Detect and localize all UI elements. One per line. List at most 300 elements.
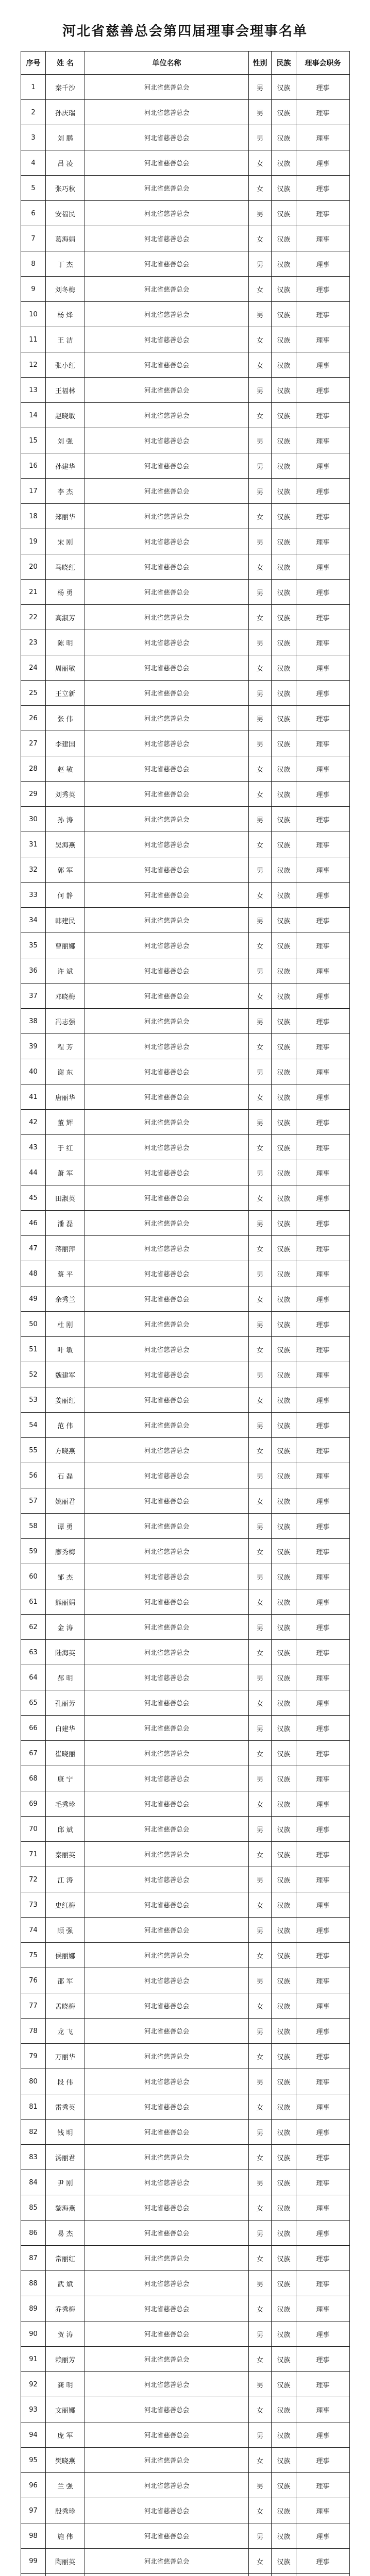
cell-unit: 河北省慈善总会 <box>85 2120 249 2145</box>
cell-index: 29 <box>21 782 46 807</box>
cell-unit: 河北省慈善总会 <box>85 655 249 681</box>
cell-index: 2 <box>21 100 46 125</box>
cell-ethnicity: 汉族 <box>272 1716 296 1741</box>
cell-name: 熊丽娟 <box>46 1589 85 1615</box>
table-row <box>21 807 350 832</box>
table-row <box>21 2498 350 2523</box>
cell-index: 83 <box>21 2145 46 2170</box>
table-row <box>21 2397 350 2422</box>
cell-ethnicity: 汉族 <box>272 2221 296 2246</box>
cell-position: 理事 <box>296 75 350 100</box>
cell-name: 殷秀珍 <box>46 2498 85 2523</box>
cell-unit: 河北省慈善总会 <box>85 933 249 958</box>
cell-position: 理事 <box>296 2523 350 2549</box>
cell-index <box>21 2574 46 2576</box>
cell-index: 78 <box>21 2019 46 2044</box>
cell-unit: 河北省慈善总会 <box>85 782 249 807</box>
cell-unit: 河北省慈善总会 <box>85 958 249 984</box>
cell-ethnicity: 汉族 <box>272 2448 296 2473</box>
cell-unit: 河北省慈善总会 <box>85 1387 249 1413</box>
cell-position: 理事 <box>296 150 350 176</box>
cell-position: 理事 <box>296 1413 350 1438</box>
cell-name: 吴海燕 <box>46 832 85 857</box>
cell-unit: 河北省慈善总会 <box>85 554 249 580</box>
cell-position: 理事 <box>296 1135 350 1160</box>
cell-ethnicity: 汉族 <box>272 605 296 630</box>
cell-unit: 河北省慈善总会 <box>85 605 249 630</box>
cell-ethnicity: 汉族 <box>272 857 296 883</box>
table-row <box>21 2044 350 2069</box>
cell-unit: 河北省慈善总会 <box>85 403 249 428</box>
cell-name: 陆海英 <box>46 1640 85 1665</box>
cell-ethnicity: 汉族 <box>272 1185 296 1211</box>
cell-name: 龚 明 <box>46 2372 85 2397</box>
cell-unit: 河北省慈善总会 <box>85 1968 249 1993</box>
cell-unit: 河北省慈善总会 <box>85 2498 249 2523</box>
table-row <box>21 1791 350 1817</box>
cell-name: 方晓燕 <box>46 1438 85 1463</box>
cell-name: 叶 敏 <box>46 1337 85 1362</box>
table-row <box>21 908 350 933</box>
cell-ethnicity: 汉族 <box>272 1337 296 1362</box>
cell-index: 42 <box>21 1110 46 1135</box>
cell-index: 70 <box>21 1817 46 1842</box>
table-row <box>21 756 350 782</box>
cell-index: 47 <box>21 1236 46 1261</box>
cell-unit: 河北省慈善总会 <box>85 1993 249 2019</box>
cell-position: 理事 <box>296 2195 350 2221</box>
cell-unit: 河北省慈善总会 <box>85 2296 249 2321</box>
cell-gender: 男 <box>249 2019 272 2044</box>
cell-gender: 女 <box>249 832 272 857</box>
cell-index: 20 <box>21 554 46 580</box>
cell-ethnicity: 汉族 <box>272 655 296 681</box>
cell-index: 87 <box>21 2246 46 2271</box>
cell-name: 常丽红 <box>46 2246 85 2271</box>
cell-unit: 河北省慈善总会 <box>85 1160 249 1185</box>
cell-position: 理事 <box>296 1488 350 1514</box>
cell-ethnicity: 汉族 <box>272 100 296 125</box>
cell-gender: 女 <box>249 403 272 428</box>
cell-index: 5 <box>21 176 46 201</box>
table-row <box>21 504 350 529</box>
cell-gender: 女 <box>249 2498 272 2523</box>
cell-gender <box>249 2574 272 2576</box>
cell-name: 王 洁 <box>46 327 85 352</box>
table-row <box>21 1539 350 1564</box>
cell-ethnicity: 汉族 <box>272 2145 296 2170</box>
cell-gender: 男 <box>249 251 272 277</box>
cell-unit: 河北省慈善总会 <box>85 277 249 302</box>
cell-position: 理事 <box>296 2069 350 2094</box>
cell-unit: 河北省慈善总会 <box>85 1286 249 1312</box>
column-header-name: 姓 名 <box>46 52 85 75</box>
cell-name: 赵 敏 <box>46 756 85 782</box>
cell-name: 谢 东 <box>46 1059 85 1084</box>
cell-position: 理事 <box>296 176 350 201</box>
cell-name: 孟晓梅 <box>46 1993 85 2019</box>
cell-index: 77 <box>21 1993 46 2019</box>
cell-name: 兰 强 <box>46 2473 85 2498</box>
table-row <box>21 681 350 706</box>
table-row <box>21 1236 350 1261</box>
cell-position: 理事 <box>296 2422 350 2448</box>
table-row <box>21 1640 350 1665</box>
cell-index: 28 <box>21 756 46 782</box>
cell-gender: 女 <box>249 756 272 782</box>
cell-index: 80 <box>21 2069 46 2094</box>
cell-ethnicity: 汉族 <box>272 1665 296 1690</box>
cell-position: 理事 <box>296 378 350 403</box>
table-row <box>21 2170 350 2195</box>
cell-position: 理事 <box>296 2145 350 2170</box>
cell-name: 冯志强 <box>46 1009 85 1034</box>
cell-ethnicity: 汉族 <box>272 2397 296 2422</box>
cell-position: 理事 <box>296 1211 350 1236</box>
table-row <box>21 2221 350 2246</box>
cell-gender: 男 <box>249 706 272 731</box>
cell-gender: 男 <box>249 1867 272 1892</box>
cell-ethnicity: 汉族 <box>272 933 296 958</box>
cell-position: 理事 <box>296 958 350 984</box>
table-row <box>21 1387 350 1413</box>
cell-ethnicity: 汉族 <box>272 428 296 453</box>
cell-index: 64 <box>21 1665 46 1690</box>
cell-position: 理事 <box>296 479 350 504</box>
cell-ethnicity: 汉族 <box>272 1817 296 1842</box>
cell-name: 郑丽华 <box>46 504 85 529</box>
cell-unit: 河北省慈善总会 <box>85 2170 249 2195</box>
cell-gender: 女 <box>249 1135 272 1160</box>
cell-position: 理事 <box>296 1918 350 1943</box>
cell-name: 侯丽娜 <box>46 1943 85 1968</box>
table-row <box>21 1892 350 1918</box>
cell-ethnicity: 汉族 <box>272 706 296 731</box>
cell-name: 周丽敏 <box>46 655 85 681</box>
cell-position: 理事 <box>296 984 350 1009</box>
column-header-index: 序号 <box>21 52 46 75</box>
cell-unit: 河北省慈善总会 <box>85 2473 249 2498</box>
cell-name: 段 伟 <box>46 2069 85 2094</box>
cell-gender: 女 <box>249 2246 272 2271</box>
cell-unit: 河北省慈善总会 <box>85 1640 249 1665</box>
cell-ethnicity: 汉族 <box>272 2498 296 2523</box>
cell-index: 38 <box>21 1009 46 1034</box>
table-row <box>21 1993 350 2019</box>
cell-name: 蒋丽萍 <box>46 1236 85 1261</box>
cell-gender: 女 <box>249 782 272 807</box>
table-row <box>21 832 350 857</box>
cell-gender: 女 <box>249 1337 272 1362</box>
cell-name: 萧 军 <box>46 1160 85 1185</box>
cell-ethnicity: 汉族 <box>272 1110 296 1135</box>
cell-position: 理事 <box>296 1362 350 1387</box>
cell-ethnicity: 汉族 <box>272 150 296 176</box>
cell-ethnicity: 汉族 <box>272 2069 296 2094</box>
cell-gender: 男 <box>249 1261 272 1286</box>
cell-name: 刘秀英 <box>46 782 85 807</box>
table-row <box>21 857 350 883</box>
cell-position: 理事 <box>296 883 350 908</box>
cell-unit: 河北省慈善总会 <box>85 1514 249 1539</box>
cell-position: 理事 <box>296 1438 350 1463</box>
cell-index: 33 <box>21 883 46 908</box>
table-row <box>21 378 350 403</box>
cell-gender: 女 <box>249 2094 272 2120</box>
cell-index: 60 <box>21 1564 46 1589</box>
cell-name: 石 磊 <box>46 1463 85 1488</box>
cell-index: 10 <box>21 302 46 327</box>
cell-ethnicity: 汉族 <box>272 226 296 251</box>
cell-position: 理事 <box>296 1387 350 1413</box>
cell-index: 54 <box>21 1413 46 1438</box>
cell-name: 李 杰 <box>46 479 85 504</box>
cell-ethnicity: 汉族 <box>272 504 296 529</box>
table-row <box>21 1741 350 1766</box>
cell-unit: 河北省慈善总会 <box>85 2347 249 2372</box>
cell-index: 98 <box>21 2523 46 2549</box>
cell-ethnicity: 汉族 <box>272 1413 296 1438</box>
cell-position: 理事 <box>296 1842 350 1867</box>
cell-unit: 河北省慈善总会 <box>85 2145 249 2170</box>
table-row <box>21 1766 350 1791</box>
cell-name: 孔丽芳 <box>46 1690 85 1716</box>
cell-unit: 河北省慈善总会 <box>85 201 249 226</box>
cell-index: 8 <box>21 251 46 277</box>
cell-index: 23 <box>21 630 46 655</box>
cell-ethnicity: 汉族 <box>272 1488 296 1514</box>
table-row <box>21 2523 350 2549</box>
cell-name: 孙建华 <box>46 453 85 479</box>
cell-position: 理事 <box>296 630 350 655</box>
cell-unit: 河北省慈善总会 <box>85 883 249 908</box>
cell-index: 84 <box>21 2170 46 2195</box>
table-row <box>21 630 350 655</box>
cell-position: 理事 <box>296 1539 350 1564</box>
cell-gender: 女 <box>249 1690 272 1716</box>
cell-unit: 河北省慈善总会 <box>85 2448 249 2473</box>
cell-index: 19 <box>21 529 46 554</box>
cell-index: 92 <box>21 2372 46 2397</box>
table-row <box>21 2271 350 2296</box>
table-row <box>21 1488 350 1514</box>
cell-gender: 男 <box>249 1514 272 1539</box>
cell-ethnicity: 汉族 <box>272 2296 296 2321</box>
cell-position: 理事 <box>296 302 350 327</box>
table-row <box>21 2296 350 2321</box>
cell-index: 74 <box>21 1918 46 1943</box>
cell-unit: 河北省慈善总会 <box>85 2372 249 2397</box>
cell-position: 理事 <box>296 2120 350 2145</box>
cell-index: 55 <box>21 1438 46 1463</box>
cell-unit: 河北省慈善总会 <box>85 251 249 277</box>
cell-gender: 男 <box>249 1312 272 1337</box>
cell-gender: 男 <box>249 908 272 933</box>
cell-name: 姜丽红 <box>46 1387 85 1413</box>
cell-index: 89 <box>21 2296 46 2321</box>
cell-name: 龙 飞 <box>46 2019 85 2044</box>
cell-position: 理事 <box>296 807 350 832</box>
table-row <box>21 2069 350 2094</box>
cell-ethnicity: 汉族 <box>272 2246 296 2271</box>
cell-index: 25 <box>21 681 46 706</box>
cell-name: 雷秀英 <box>46 2094 85 2120</box>
table-row <box>21 1438 350 1463</box>
cell-ethnicity: 汉族 <box>272 1791 296 1817</box>
table-row <box>21 1084 350 1110</box>
cell-ethnicity: 汉族 <box>272 1438 296 1463</box>
table-row <box>21 782 350 807</box>
cell-index: 51 <box>21 1337 46 1362</box>
cell-name: 王立新 <box>46 681 85 706</box>
cell-index: 65 <box>21 1690 46 1716</box>
cell-position: 理事 <box>296 2296 350 2321</box>
table-row <box>21 1286 350 1312</box>
cell-index: 46 <box>21 1211 46 1236</box>
cell-gender: 女 <box>249 1892 272 1918</box>
cell-ethnicity: 汉族 <box>272 2372 296 2397</box>
cell-position: 理事 <box>296 352 350 378</box>
cell-name: 文丽娜 <box>46 2397 85 2422</box>
cell-gender: 男 <box>249 1918 272 1943</box>
cell-name: 杨 勇 <box>46 580 85 605</box>
cell-name: 张 伟 <box>46 706 85 731</box>
cell-index: 86 <box>21 2221 46 2246</box>
cell-index: 72 <box>21 1867 46 1892</box>
cell-name: 李建国 <box>46 731 85 756</box>
cell-gender: 男 <box>249 529 272 554</box>
table-row <box>21 176 350 201</box>
cell-index: 99 <box>21 2549 46 2574</box>
cell-position: 理事 <box>296 1892 350 1918</box>
cell-ethnicity: 汉族 <box>272 176 296 201</box>
cell-unit: 河北省慈善总会 <box>85 1261 249 1286</box>
cell-ethnicity: 汉族 <box>272 2170 296 2195</box>
cell-name: 白建华 <box>46 1716 85 1741</box>
cell-name: 刘冬梅 <box>46 277 85 302</box>
cell-unit: 河北省慈善总会 <box>85 1665 249 1690</box>
cell-name: 易 杰 <box>46 2221 85 2246</box>
cell-unit: 河北省慈善总会 <box>85 1211 249 1236</box>
cell-ethnicity: 汉族 <box>272 1993 296 2019</box>
cell-unit: 河北省慈善总会 <box>85 2195 249 2221</box>
cell-gender: 男 <box>249 807 272 832</box>
cell-name: 史红梅 <box>46 1892 85 1918</box>
cell-unit: 河北省慈善总会 <box>85 1842 249 1867</box>
cell-position: 理事 <box>296 1615 350 1640</box>
cell-index: 15 <box>21 428 46 453</box>
cell-ethnicity: 汉族 <box>272 403 296 428</box>
cell-gender: 女 <box>249 1084 272 1110</box>
cell-unit: 河北省慈善总会 <box>85 1312 249 1337</box>
cell-name: 崔晓丽 <box>46 1741 85 1766</box>
cell-ethnicity: 汉族 <box>272 1135 296 1160</box>
cell-gender: 男 <box>249 2069 272 2094</box>
cell-unit: 河北省慈善总会 <box>85 1918 249 1943</box>
cell-ethnicity: 汉族 <box>272 1312 296 1337</box>
cell-position: 理事 <box>296 2549 350 2574</box>
table-row <box>21 251 350 277</box>
table-row <box>21 1514 350 1539</box>
table-row <box>21 2372 350 2397</box>
cell-index: 57 <box>21 1488 46 1514</box>
cell-gender: 女 <box>249 277 272 302</box>
cell-gender: 女 <box>249 984 272 1009</box>
document-title: 河北省慈善总会第四届理事会理事名单 <box>62 24 308 39</box>
cell-name: 魏建军 <box>46 1362 85 1387</box>
cell-name: 余秀兰 <box>46 1286 85 1312</box>
cell-unit: 河北省慈善总会 <box>85 580 249 605</box>
cell-name: 张巧秋 <box>46 176 85 201</box>
table-row <box>21 100 350 125</box>
cell-unit: 河北省慈善总会 <box>85 1791 249 1817</box>
cell-unit: 河北省慈善总会 <box>85 2397 249 2422</box>
cell-ethnicity: 汉族 <box>272 1640 296 1665</box>
cell-ethnicity: 汉族 <box>272 277 296 302</box>
cell-name: 邓晓梅 <box>46 984 85 1009</box>
table-row <box>21 1160 350 1185</box>
cell-name: 庞 军 <box>46 2422 85 2448</box>
cell-ethnicity: 汉族 <box>272 1943 296 1968</box>
cell-gender: 男 <box>249 1665 272 1690</box>
cell-unit: 河北省慈善总会 <box>85 1690 249 1716</box>
cell-unit: 河北省慈善总会 <box>85 1867 249 1892</box>
cell-index: 44 <box>21 1160 46 1185</box>
cell-index: 95 <box>21 2448 46 2473</box>
cell-ethnicity: 汉族 <box>272 125 296 150</box>
cell-unit: 河北省慈善总会 <box>85 908 249 933</box>
cell-gender: 女 <box>249 352 272 378</box>
cell-position: 理事 <box>296 2397 350 2422</box>
cell-gender: 男 <box>249 1362 272 1387</box>
cell-gender: 男 <box>249 731 272 756</box>
cell-index: 49 <box>21 1286 46 1312</box>
cell-index: 62 <box>21 1615 46 1640</box>
cell-ethnicity: 汉族 <box>272 352 296 378</box>
cell-gender: 男 <box>249 1110 272 1135</box>
cell-unit: 河北省慈善总会 <box>85 302 249 327</box>
cell-name: 汤丽君 <box>46 2145 85 2170</box>
cell-name: 施 伟 <box>46 2523 85 2549</box>
cell-gender: 男 <box>249 201 272 226</box>
cell-ethnicity: 汉族 <box>272 75 296 100</box>
table-row <box>21 1817 350 1842</box>
cell-unit: 河北省慈善总会 <box>85 1110 249 1135</box>
cell-ethnicity: 汉族 <box>272 1589 296 1615</box>
cell-name: 樊晓燕 <box>46 2448 85 2473</box>
cell-position: 理事 <box>296 1564 350 1589</box>
cell-position: 理事 <box>296 201 350 226</box>
cell-ethnicity: 汉族 <box>272 2347 296 2372</box>
cell-gender: 女 <box>249 150 272 176</box>
cell-position: 理事 <box>296 226 350 251</box>
cell-index: 79 <box>21 2044 46 2069</box>
cell-position: 理事 <box>296 1716 350 1741</box>
cell-position: 理事 <box>296 580 350 605</box>
cell-unit: 河北省慈善总会 <box>85 2549 249 2574</box>
cell-ethnicity: 汉族 <box>272 1766 296 1791</box>
cell-unit: 河北省慈善总会 <box>85 100 249 125</box>
table-row <box>21 2321 350 2347</box>
cell-name: 杜 刚 <box>46 1312 85 1337</box>
cell-gender: 女 <box>249 2195 272 2221</box>
cell-position: 理事 <box>296 605 350 630</box>
cell-index: 16 <box>21 453 46 479</box>
cell-gender: 女 <box>249 1034 272 1059</box>
cell-name: 程 芳 <box>46 1034 85 1059</box>
cell-name: 于 红 <box>46 1135 85 1160</box>
cell-index: 1 <box>21 75 46 100</box>
